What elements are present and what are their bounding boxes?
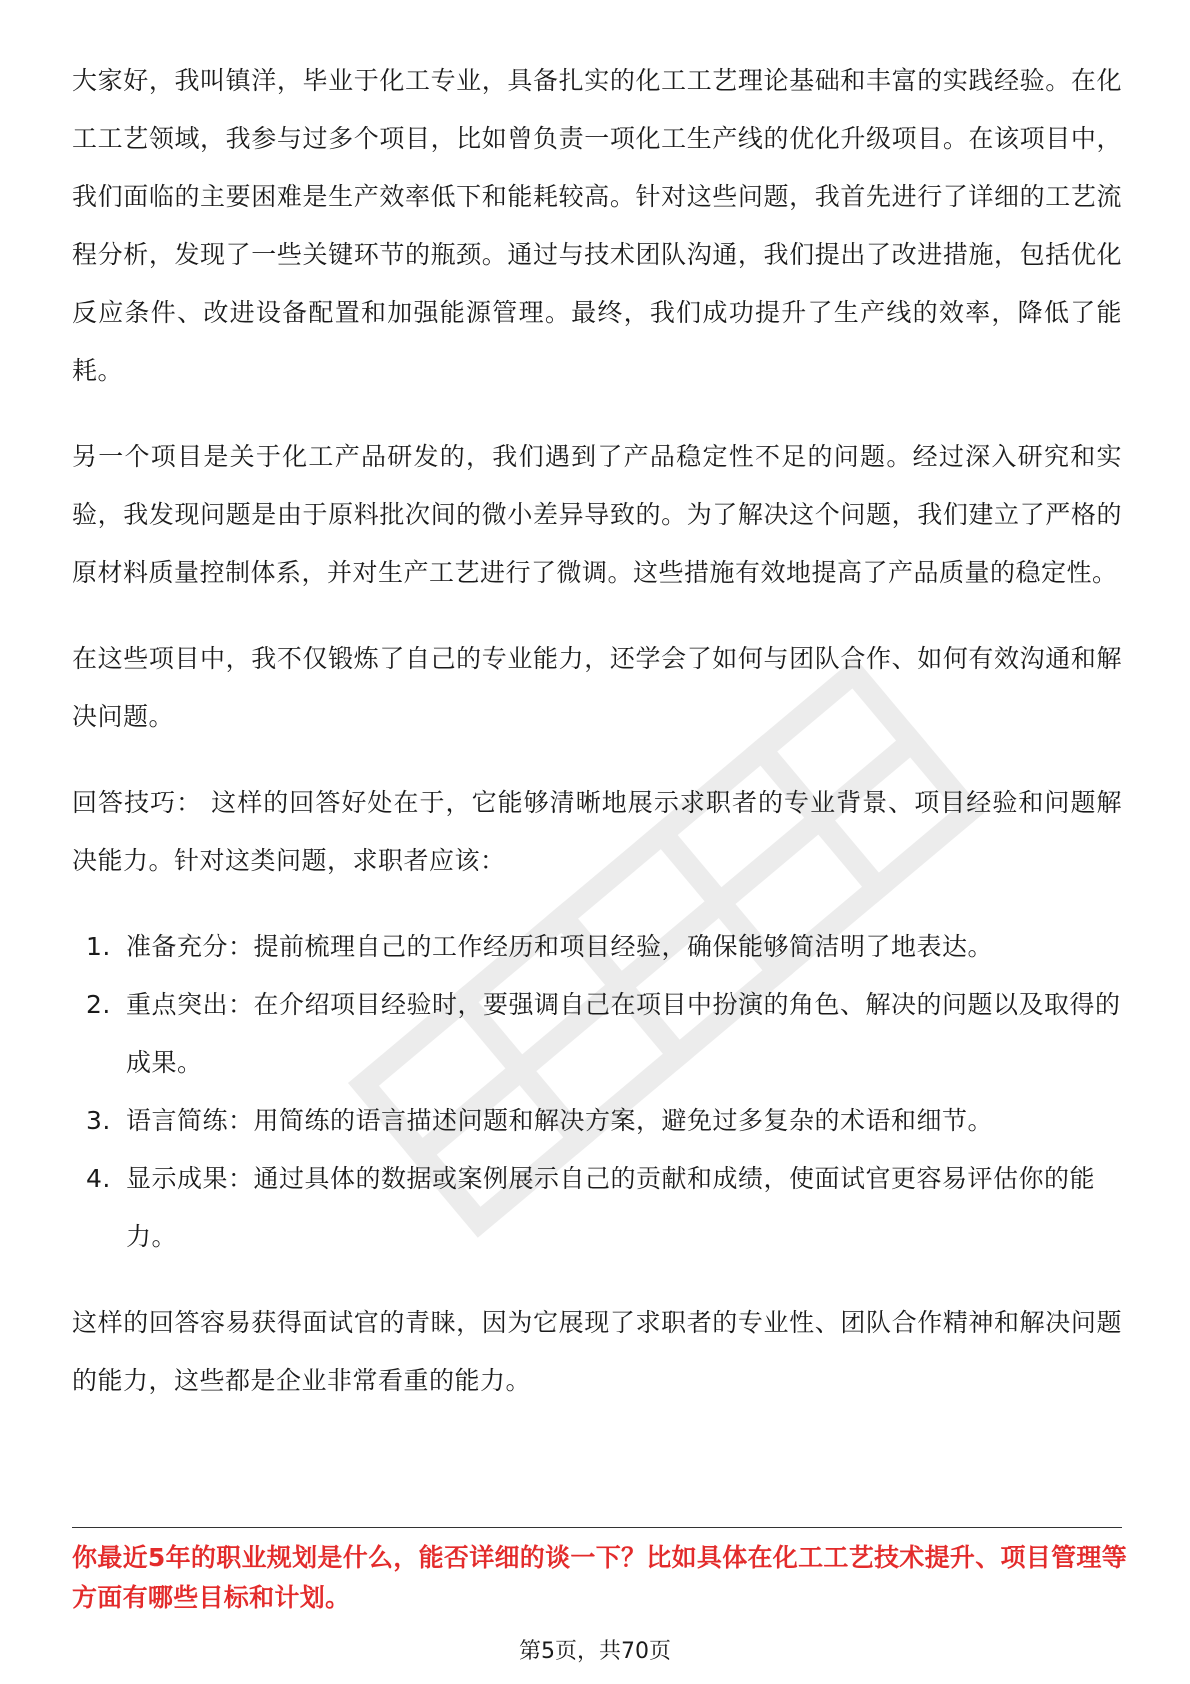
paragraph-second-project: 另一个项目是关于化工产品研发的，我们遇到了产品稳定性不足的问题。经过深入研究和实验，我发现问题是由于原料批次间的微小差异导致的。为了解决这个问题，我们建立了严格的原材料质量控制体系，并对生产工艺进行了微调。这些措施有效地提高了产品质量的稳定性。 xyxy=(72,442,1122,587)
list-item xyxy=(72,1092,1122,1150)
list-item-number: 1. xyxy=(86,932,111,961)
list-item-number: 2. xyxy=(86,990,111,1019)
next-question-heading: 你最近5年的职业规划是什么，能否详细的谈一下？比如具体在化工工艺技术提升、项目管理等方面有哪些目标和计划。 xyxy=(72,1543,1127,1612)
paragraph-intro: 大家好，我叫镇洋，毕业于化工专业，具备扎实的化工工艺理论基础和丰富的实践经验。在化工工艺领域，我参与过多个项目，比如曾负责一项化工生产线的优化升级项目。在该项目中，我们面临的主要困难是生产效率低下和能耗较高。针对这些问题，我首先进行了详细的工艺流程分析，发现了一些关键环节的瓶颈。通过与技术团队沟通，我们提出了改进措施，包括优化反应条件、改进设备配置和加强能源管理。最终，我们成功提升了生产线的效率，降低了能耗。 xyxy=(72,66,1122,385)
list-item-text: 语言简练：用简练的语言描述问题和解决方案，避免过多复杂的术语和细节。 xyxy=(126,1106,994,1135)
document-body xyxy=(72,52,1122,1438)
section-divider xyxy=(72,1527,1122,1528)
paragraph-conclusion: 这样的回答容易获得面试官的青睐，因为它展现了求职者的专业性、团队合作精神和解决问题的能力，这些都是企业非常看重的能力。 xyxy=(72,1308,1122,1395)
page-number: 第5页，共70页 xyxy=(519,1639,671,1664)
list-item-number: 3. xyxy=(86,1106,111,1135)
list-item-number: 4. xyxy=(86,1164,111,1193)
list-item-text: 准备充分：提前梳理自己的工作经历和项目经验，确保能够简洁明了地表达。 xyxy=(126,932,994,961)
list-item-text: 重点突出：在介绍项目经验时，要强调自己在项目中扮演的角色、解决的问题以及取得的成果。 xyxy=(126,990,1121,1077)
list-item xyxy=(72,1150,1122,1266)
tips-list xyxy=(72,918,1122,1266)
list-item xyxy=(72,918,1122,976)
list-item-text: 显示成果：通过具体的数据或案例展示自己的贡献和成绩，使面试官更容易评估你的能力。 xyxy=(126,1164,1096,1251)
list-item xyxy=(72,976,1122,1092)
paragraph-summary: 在这些项目中，我不仅锻炼了自己的专业能力，还学会了如何与团队合作、如何有效沟通和解决问题。 xyxy=(72,644,1122,731)
paragraph-answer-tips: 回答技巧： 这样的回答好处在于，它能够清晰地展示求职者的专业背景、项目经验和问题解决能力。针对这类问题，求职者应该： xyxy=(72,788,1122,875)
